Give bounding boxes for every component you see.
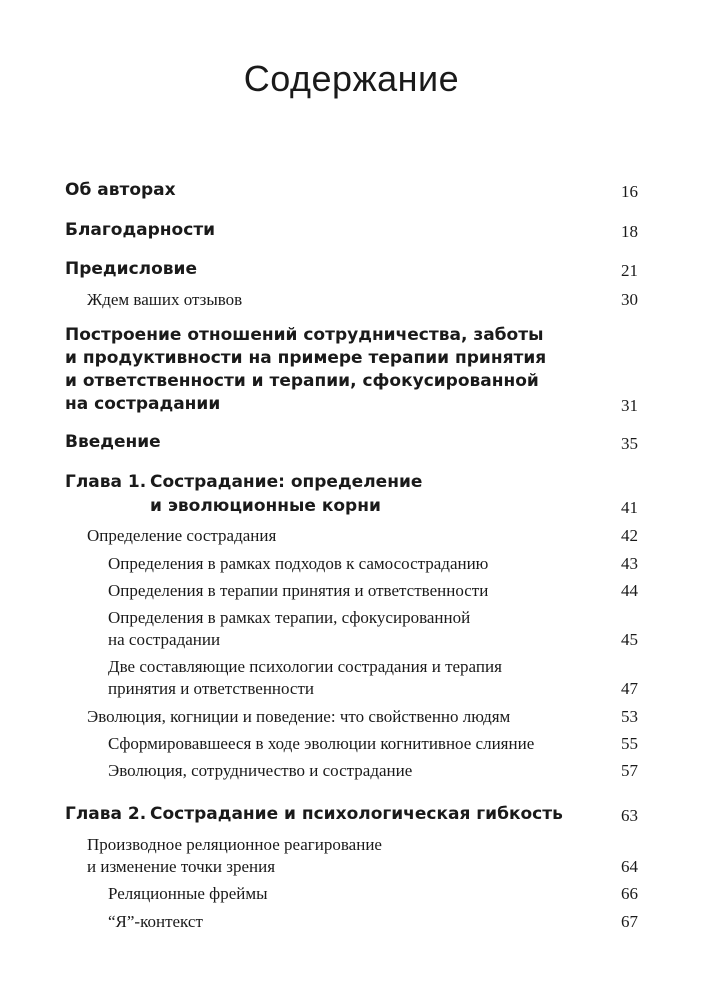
toc-entry-title: Эволюция, когниции и поведение: что свойственно людям [87, 707, 511, 726]
toc-page-number: 67 [621, 912, 638, 931]
toc-entry-title-line: Сострадание: определение [150, 472, 423, 492]
toc-entry-title-line: Производное реляционное реагирование [87, 835, 382, 854]
toc-entry-title: Введение [65, 432, 161, 452]
toc-page-number: 44 [621, 581, 638, 600]
toc-entry-title: Ждем ваших отзывов [87, 290, 243, 309]
toc-entry-title: Определение сострадания [87, 526, 277, 545]
toc-entry-title: Определения в рамках подходов к самосостраданию [108, 554, 489, 573]
toc-page-number: 41 [621, 498, 638, 517]
toc-entry-title: Реляционные фреймы [108, 884, 268, 903]
toc-entry-title: “Я”-контекст [108, 912, 203, 931]
page-title: Содержание [243, 58, 460, 99]
chapter-label: Глава 1. [65, 472, 147, 492]
toc-page-number: 53 [621, 707, 638, 726]
toc-entry-title: Эволюция, сотрудничество и сострадание [108, 761, 413, 780]
toc-page-number: 43 [621, 554, 638, 573]
toc-entry-title-line: принятия и ответственности [108, 679, 315, 698]
toc-entry-title: Предисловие [65, 259, 197, 279]
toc-page-number: 31 [621, 396, 638, 415]
toc-page-number: 18 [621, 222, 638, 241]
toc-page-number: 47 [621, 679, 638, 698]
toc-entry-title-line: и изменение точки зрения [87, 857, 276, 876]
toc-entry-title: Сострадание и психологическая гибкость [150, 804, 563, 824]
toc-entry-title: Благодарности [65, 220, 216, 240]
toc-page-number: 35 [621, 434, 638, 453]
toc-entry-title-line: и эволюционные корни [150, 496, 381, 516]
toc-page-number: 57 [621, 761, 638, 780]
toc-entry-title-line: Две составляющие психологии сострадания и терапия [108, 657, 502, 676]
toc-entry-title-line: и ответственности и терапии, сфокусированной [65, 371, 539, 391]
toc-entry-title-line: Построение отношений сотрудничества, заботы [65, 325, 544, 345]
toc-entry-title-line: на сострадании [65, 394, 221, 414]
toc-page-number: 63 [621, 806, 638, 825]
toc-entry-title-line: Определения в рамках терапии, сфокусированной [108, 608, 471, 627]
toc-entry-title-line: на сострадании [108, 630, 221, 649]
toc-entry-title: Сформировавшееся в ходе эволюции когнитивное слияние [108, 734, 535, 753]
toc-page-number: 45 [621, 630, 638, 649]
toc-page-number: 30 [621, 290, 638, 309]
toc-entry-title: Определения в терапии принятия и ответственности [108, 581, 489, 600]
toc-page-number: 66 [621, 884, 638, 903]
toc-entry-title: Об авторах [65, 180, 176, 200]
toc-page-number: 64 [621, 857, 638, 876]
toc-page-number: 16 [621, 182, 638, 201]
chapter-label: Глава 2. [65, 804, 147, 824]
toc-entry-title-line: и продуктивности на примере терапии принятия [65, 348, 547, 368]
toc-page-number: 21 [621, 261, 638, 280]
toc-page-number: 42 [621, 526, 638, 545]
toc-page-number: 55 [621, 734, 638, 753]
